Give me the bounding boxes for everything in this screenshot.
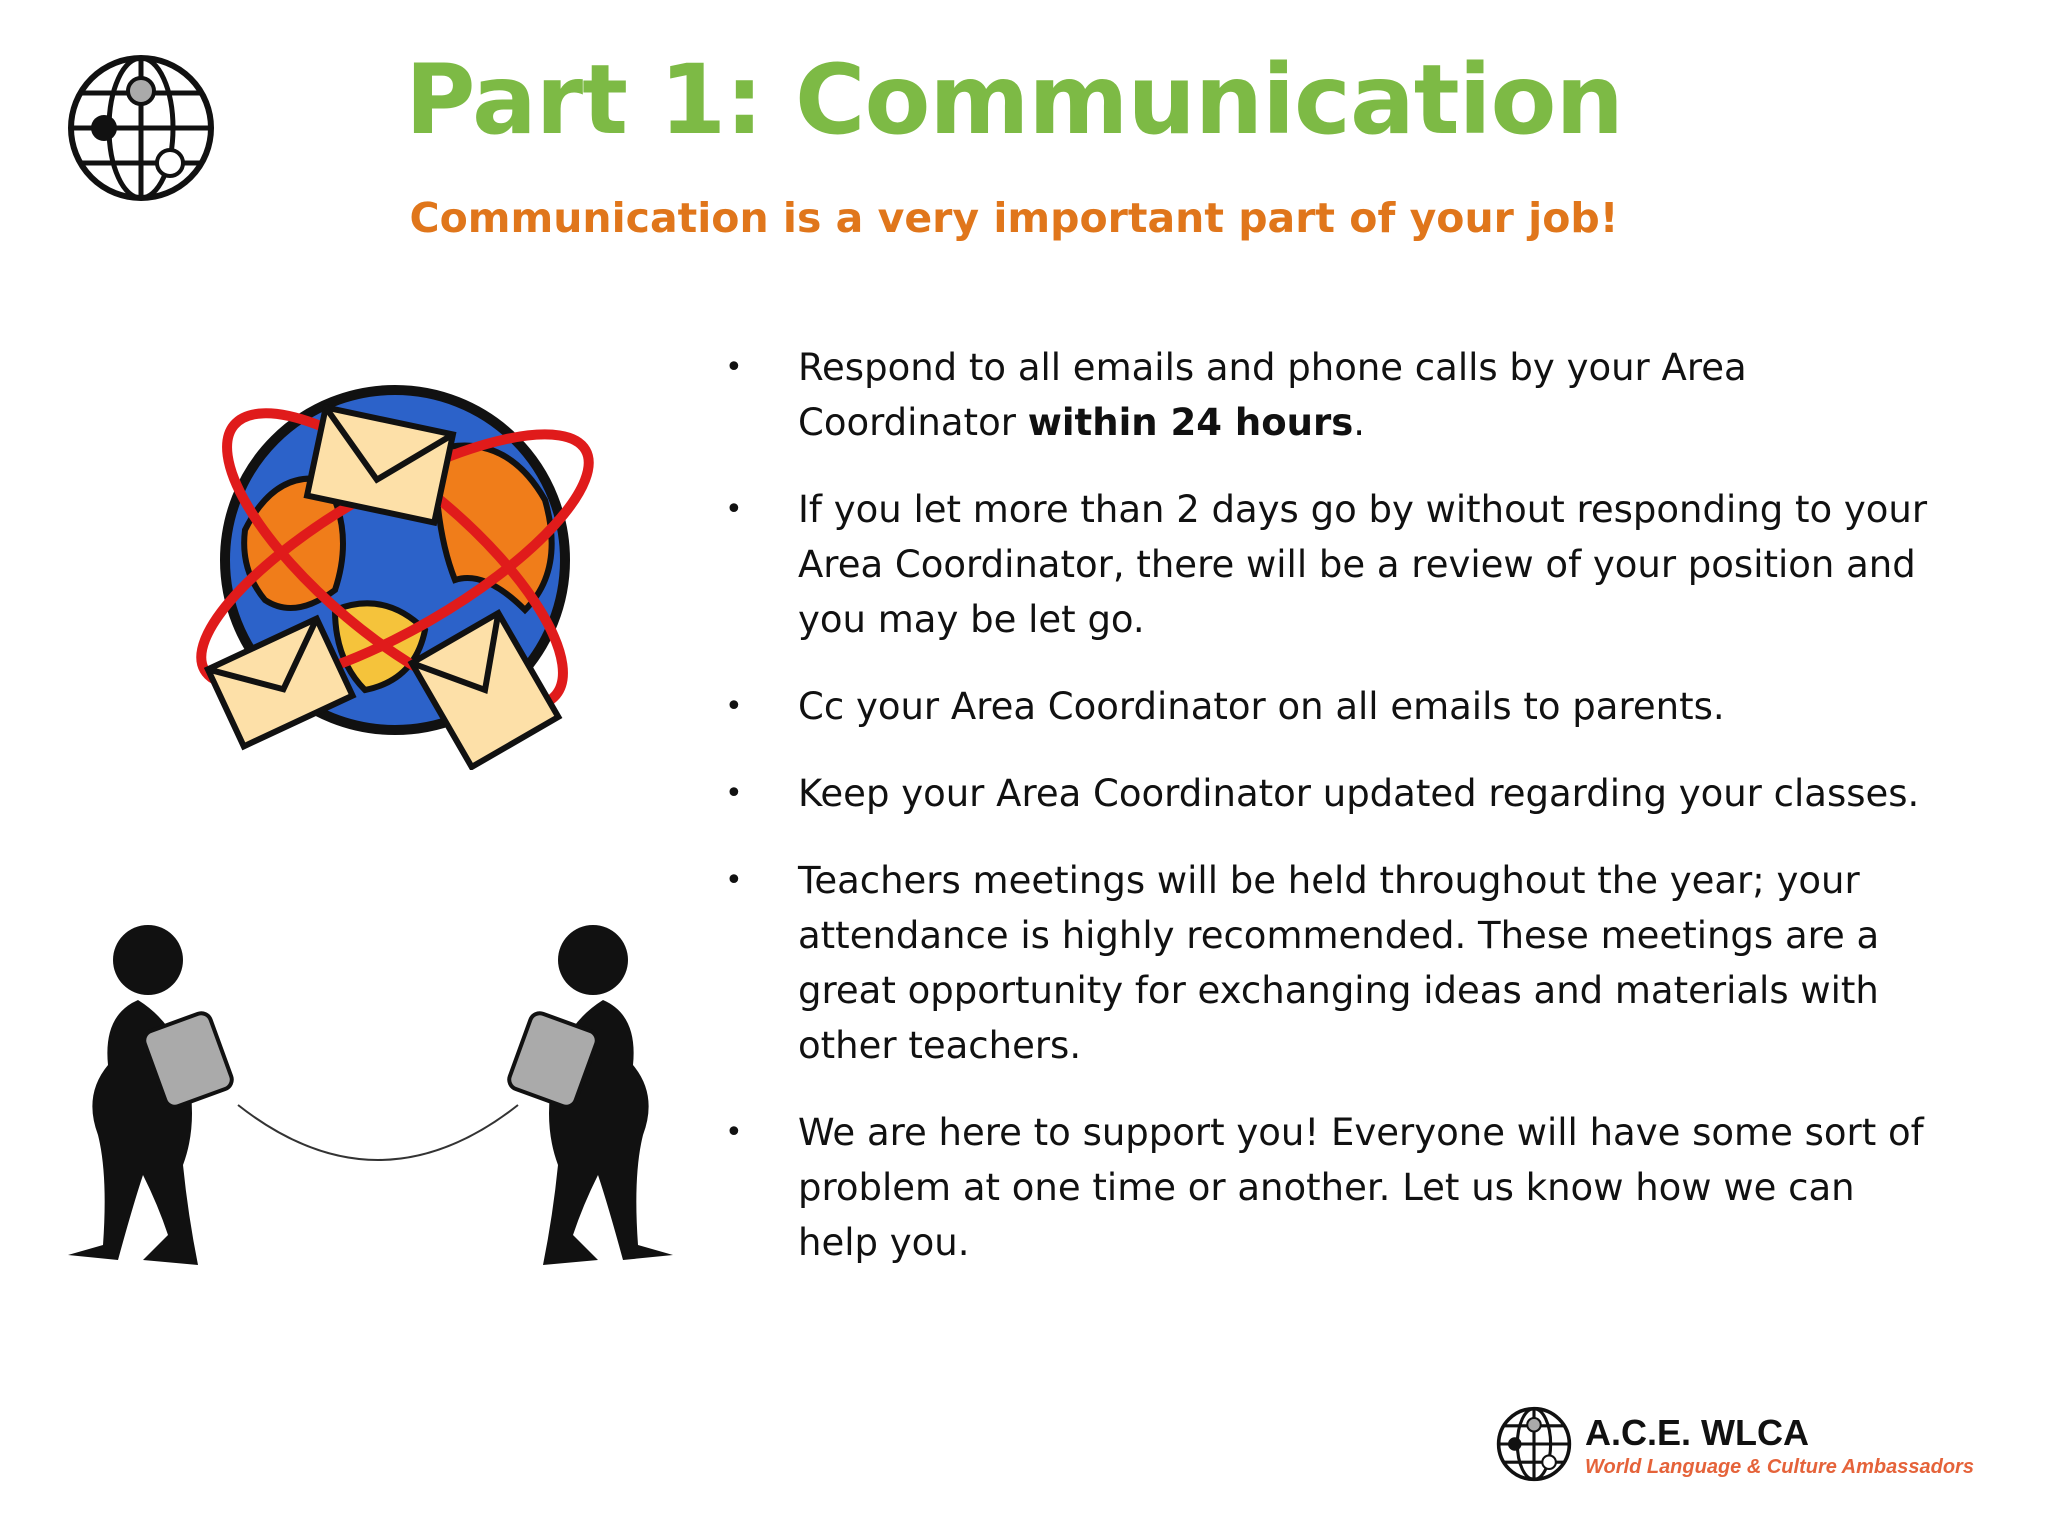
page-title: Part 1: Communication <box>405 44 1623 156</box>
globe-envelopes-icon <box>185 360 605 770</box>
list-item: • Cc your Area Coordinator on all emails to parents. <box>725 685 1725 728</box>
list-item: • Keep your Area Coordinator updated regarding your classes. <box>725 772 1920 815</box>
globe-network-icon <box>1495 1405 1573 1483</box>
tin-can-phone-icon <box>48 915 693 1295</box>
org-tagline: World Language & Culture Ambassadors <box>1585 1456 1974 1478</box>
list-item: • If you let more than 2 days go by without responding to your Area Coordinator, there will be a review of your position and you may be let go. <box>725 488 1928 641</box>
list-item: • Teachers meetings will be held throughout the year; your attendance is highly recommended. These meetings are a great opportunity for exchanging ideas and materials with other teachers. <box>725 859 1880 1067</box>
org-name: A.C.E. WLCA <box>1585 1412 1809 1453</box>
bullet-list <box>715 340 1945 1302</box>
list-item: • We are here to support you! Everyone will have some sort of problem at one time or another. Let us know how we can help you. <box>725 1111 1924 1264</box>
page-subtitle: Communication is a very important part of your job! <box>409 194 1619 242</box>
list-item: • Respond to all emails and phone calls by your Area Coordinator within 24 hours. <box>725 346 1747 444</box>
